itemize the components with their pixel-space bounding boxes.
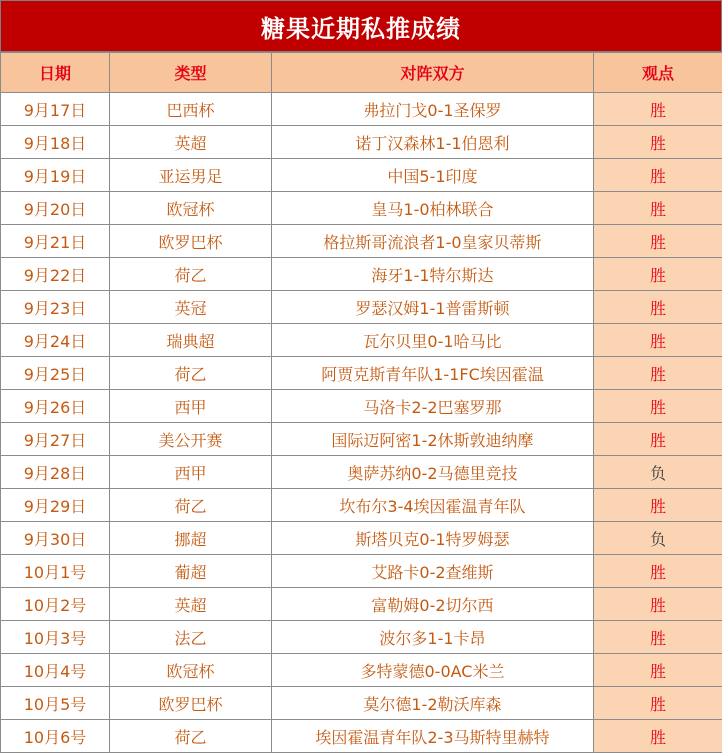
type-cell: 欧罗巴杯	[110, 225, 272, 258]
table-body	[1, 93, 722, 753]
match-cell: 莫尔德1-2勒沃库森	[272, 687, 594, 720]
type-cell: 荷乙	[110, 489, 272, 522]
match-cell: 弗拉门戈0-1圣保罗	[272, 93, 594, 126]
result-cell: 胜	[594, 324, 722, 357]
type-cell: 欧罗巴杯	[110, 687, 272, 720]
date-cell: 10月3号	[1, 621, 110, 654]
match-cell: 中国5-1印度	[272, 159, 594, 192]
result-cell: 胜	[594, 357, 722, 390]
result-cell: 胜	[594, 258, 722, 291]
table-row	[1, 621, 722, 654]
type-cell: 荷乙	[110, 357, 272, 390]
result-cell: 胜	[594, 225, 722, 258]
match-cell: 罗瑟汉姆1-1普雷斯顿	[272, 291, 594, 324]
type-cell: 巴西杯	[110, 93, 272, 126]
table-row	[1, 720, 722, 753]
table-row	[1, 687, 722, 720]
type-cell: 葡超	[110, 555, 272, 588]
result-cell: 胜	[594, 159, 722, 192]
type-cell: 欧冠杯	[110, 654, 272, 687]
header-type: 类型	[110, 53, 272, 93]
type-cell: 荷乙	[110, 720, 272, 753]
type-cell: 荷乙	[110, 258, 272, 291]
date-cell: 9月29日	[1, 489, 110, 522]
table-row	[1, 126, 722, 159]
result-cell: 胜	[594, 489, 722, 522]
date-cell: 10月4号	[1, 654, 110, 687]
date-cell: 10月1号	[1, 555, 110, 588]
match-cell: 皇马1-0柏林联合	[272, 192, 594, 225]
result-cell: 胜	[594, 687, 722, 720]
type-cell: 美公开赛	[110, 423, 272, 456]
date-cell: 10月6号	[1, 720, 110, 753]
header-match: 对阵双方	[272, 53, 594, 93]
date-cell: 10月2号	[1, 588, 110, 621]
type-cell: 欧冠杯	[110, 192, 272, 225]
date-cell: 9月24日	[1, 324, 110, 357]
date-cell: 9月18日	[1, 126, 110, 159]
type-cell: 瑞典超	[110, 324, 272, 357]
result-cell: 胜	[594, 621, 722, 654]
table-row	[1, 555, 722, 588]
table-row	[1, 489, 722, 522]
result-cell: 胜	[594, 720, 722, 753]
date-cell: 9月23日	[1, 291, 110, 324]
match-cell: 瓦尔贝里0-1哈马比	[272, 324, 594, 357]
result-cell: 负	[594, 456, 722, 489]
table-row	[1, 225, 722, 258]
results-table	[0, 52, 722, 753]
result-cell: 胜	[594, 654, 722, 687]
result-cell: 负	[594, 522, 722, 555]
date-cell: 9月25日	[1, 357, 110, 390]
table-row	[1, 291, 722, 324]
date-cell: 10月5号	[1, 687, 110, 720]
table-row	[1, 456, 722, 489]
table-row	[1, 324, 722, 357]
table-row	[1, 654, 722, 687]
table-row	[1, 588, 722, 621]
match-cell: 海牙1-1特尔斯达	[272, 258, 594, 291]
date-cell: 9月28日	[1, 456, 110, 489]
result-cell: 胜	[594, 423, 722, 456]
match-cell: 马洛卡2-2巴塞罗那	[272, 390, 594, 423]
table-row	[1, 258, 722, 291]
match-cell: 奥萨苏纳0-2马德里竞技	[272, 456, 594, 489]
date-cell: 9月19日	[1, 159, 110, 192]
match-cell: 富勒姆0-2切尔西	[272, 588, 594, 621]
type-cell: 挪超	[110, 522, 272, 555]
type-cell: 英超	[110, 126, 272, 159]
result-cell: 胜	[594, 93, 722, 126]
match-cell: 多特蒙德0-0AC米兰	[272, 654, 594, 687]
date-cell: 9月22日	[1, 258, 110, 291]
type-cell: 英超	[110, 588, 272, 621]
sheet-title: 糖果近期私推成绩	[0, 0, 722, 52]
date-cell: 9月21日	[1, 225, 110, 258]
table-row	[1, 390, 722, 423]
table-row	[1, 159, 722, 192]
result-cell: 胜	[594, 126, 722, 159]
table-row	[1, 357, 722, 390]
table-row	[1, 192, 722, 225]
date-cell: 9月20日	[1, 192, 110, 225]
match-cell: 斯塔贝克0-1特罗姆瑟	[272, 522, 594, 555]
match-cell: 国际迈阿密1-2休斯敦迪纳摩	[272, 423, 594, 456]
type-cell: 英冠	[110, 291, 272, 324]
result-cell: 胜	[594, 192, 722, 225]
date-cell: 9月27日	[1, 423, 110, 456]
match-cell: 诺丁汉森林1-1伯恩利	[272, 126, 594, 159]
match-cell: 艾路卡0-2查维斯	[272, 555, 594, 588]
table-row	[1, 93, 722, 126]
header-row	[1, 53, 722, 93]
date-cell: 9月30日	[1, 522, 110, 555]
header-date: 日期	[1, 53, 110, 93]
table-row	[1, 522, 722, 555]
match-cell: 格拉斯哥流浪者1-0皇家贝蒂斯	[272, 225, 594, 258]
table-header	[1, 53, 722, 93]
match-cell: 埃因霍温青年队2-3马斯特里赫特	[272, 720, 594, 753]
type-cell: 法乙	[110, 621, 272, 654]
result-cell: 胜	[594, 555, 722, 588]
type-cell: 西甲	[110, 456, 272, 489]
match-cell: 阿贾克斯青年队1-1FC埃因霍温	[272, 357, 594, 390]
date-cell: 9月17日	[1, 93, 110, 126]
type-cell: 亚运男足	[110, 159, 272, 192]
result-cell: 胜	[594, 390, 722, 423]
result-cell: 胜	[594, 291, 722, 324]
type-cell: 西甲	[110, 390, 272, 423]
header-result: 观点	[594, 53, 722, 93]
result-cell: 胜	[594, 588, 722, 621]
match-cell: 坎布尔3-4埃因霍温青年队	[272, 489, 594, 522]
match-cell: 波尔多1-1卡昂	[272, 621, 594, 654]
table-row	[1, 423, 722, 456]
date-cell: 9月26日	[1, 390, 110, 423]
